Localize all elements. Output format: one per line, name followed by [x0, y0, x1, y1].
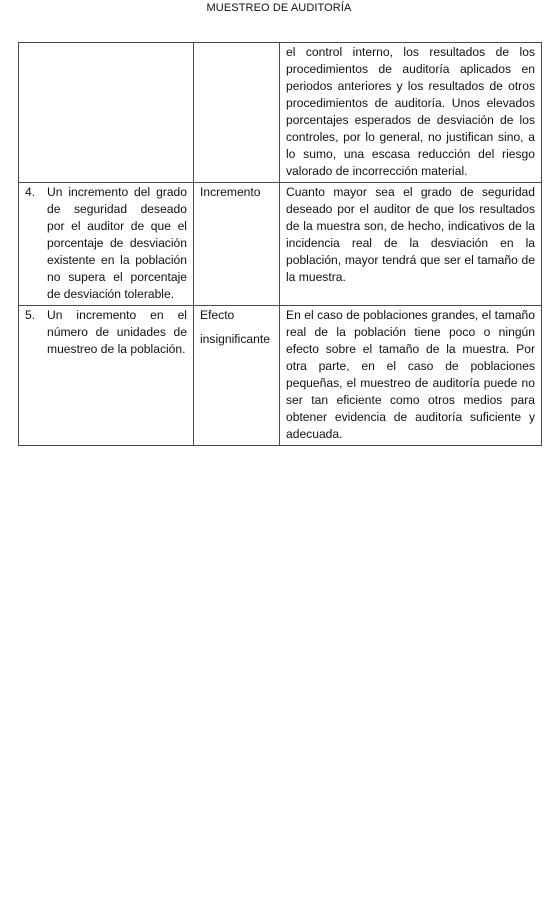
factor-cell: [19, 43, 194, 183]
factor-text: Un incremento del grado de seguridad deseado por el auditor de que el porcentaje de desviación existente en la población no supera el porcentaje de desviación tolerable.: [47, 185, 187, 301]
effect-cell: [194, 306, 280, 446]
table-row: [19, 306, 542, 446]
table-row: [19, 43, 542, 183]
explanation-cell: En el caso de poblaciones grandes, el tamaño real de la población tiene poco o ningún efecto sobre el tamaño de la muestra. Por otra parte, en el caso de poblaciones pequeñas, el muestreo de auditoría puede no ser tan eficiente como otros medios para obtener evidencia de auditoría suficiente y adecuada.: [280, 306, 542, 446]
factor-cell: [19, 183, 194, 306]
effect-text: insignificante: [200, 332, 270, 346]
factor-item: [25, 184, 187, 303]
explanation-cell: el control interno, los resultados de los procedimientos de auditoría aplicados en periodos anteriores y los resultados de otros procedimientos de auditoría. Unos elevados porcentajes esperados de desviación de los controles, por lo general, no justifican sino, a lo sumo, una escasa reducción del riesgo valorado de incorrección material.: [280, 43, 542, 183]
effect-cell: [194, 183, 280, 306]
explanation-cell: Cuanto mayor sea el grado de seguridad deseado por el auditor de que los resultados de la muestra son, de hecho, indicativos de la incidencia real de la desviación en la población, mayor tendrá que ser el tamaño de la muestra.: [280, 183, 542, 306]
effect-text: Incremento: [200, 185, 261, 199]
effect-text: Efecto: [200, 308, 235, 322]
factor-cell: [19, 306, 194, 446]
page-header-title: MUESTREO DE AUDITORÍA: [206, 2, 352, 14]
effect-cell: [194, 43, 280, 183]
table-row: [19, 183, 542, 306]
sampling-factors-table: [18, 42, 542, 446]
item-number: 4.: [25, 185, 36, 199]
factor-item: [25, 307, 187, 358]
factor-text: Un incremento en el número de unidades de muestreo de la población.: [47, 308, 187, 356]
item-number: 5.: [25, 308, 36, 322]
